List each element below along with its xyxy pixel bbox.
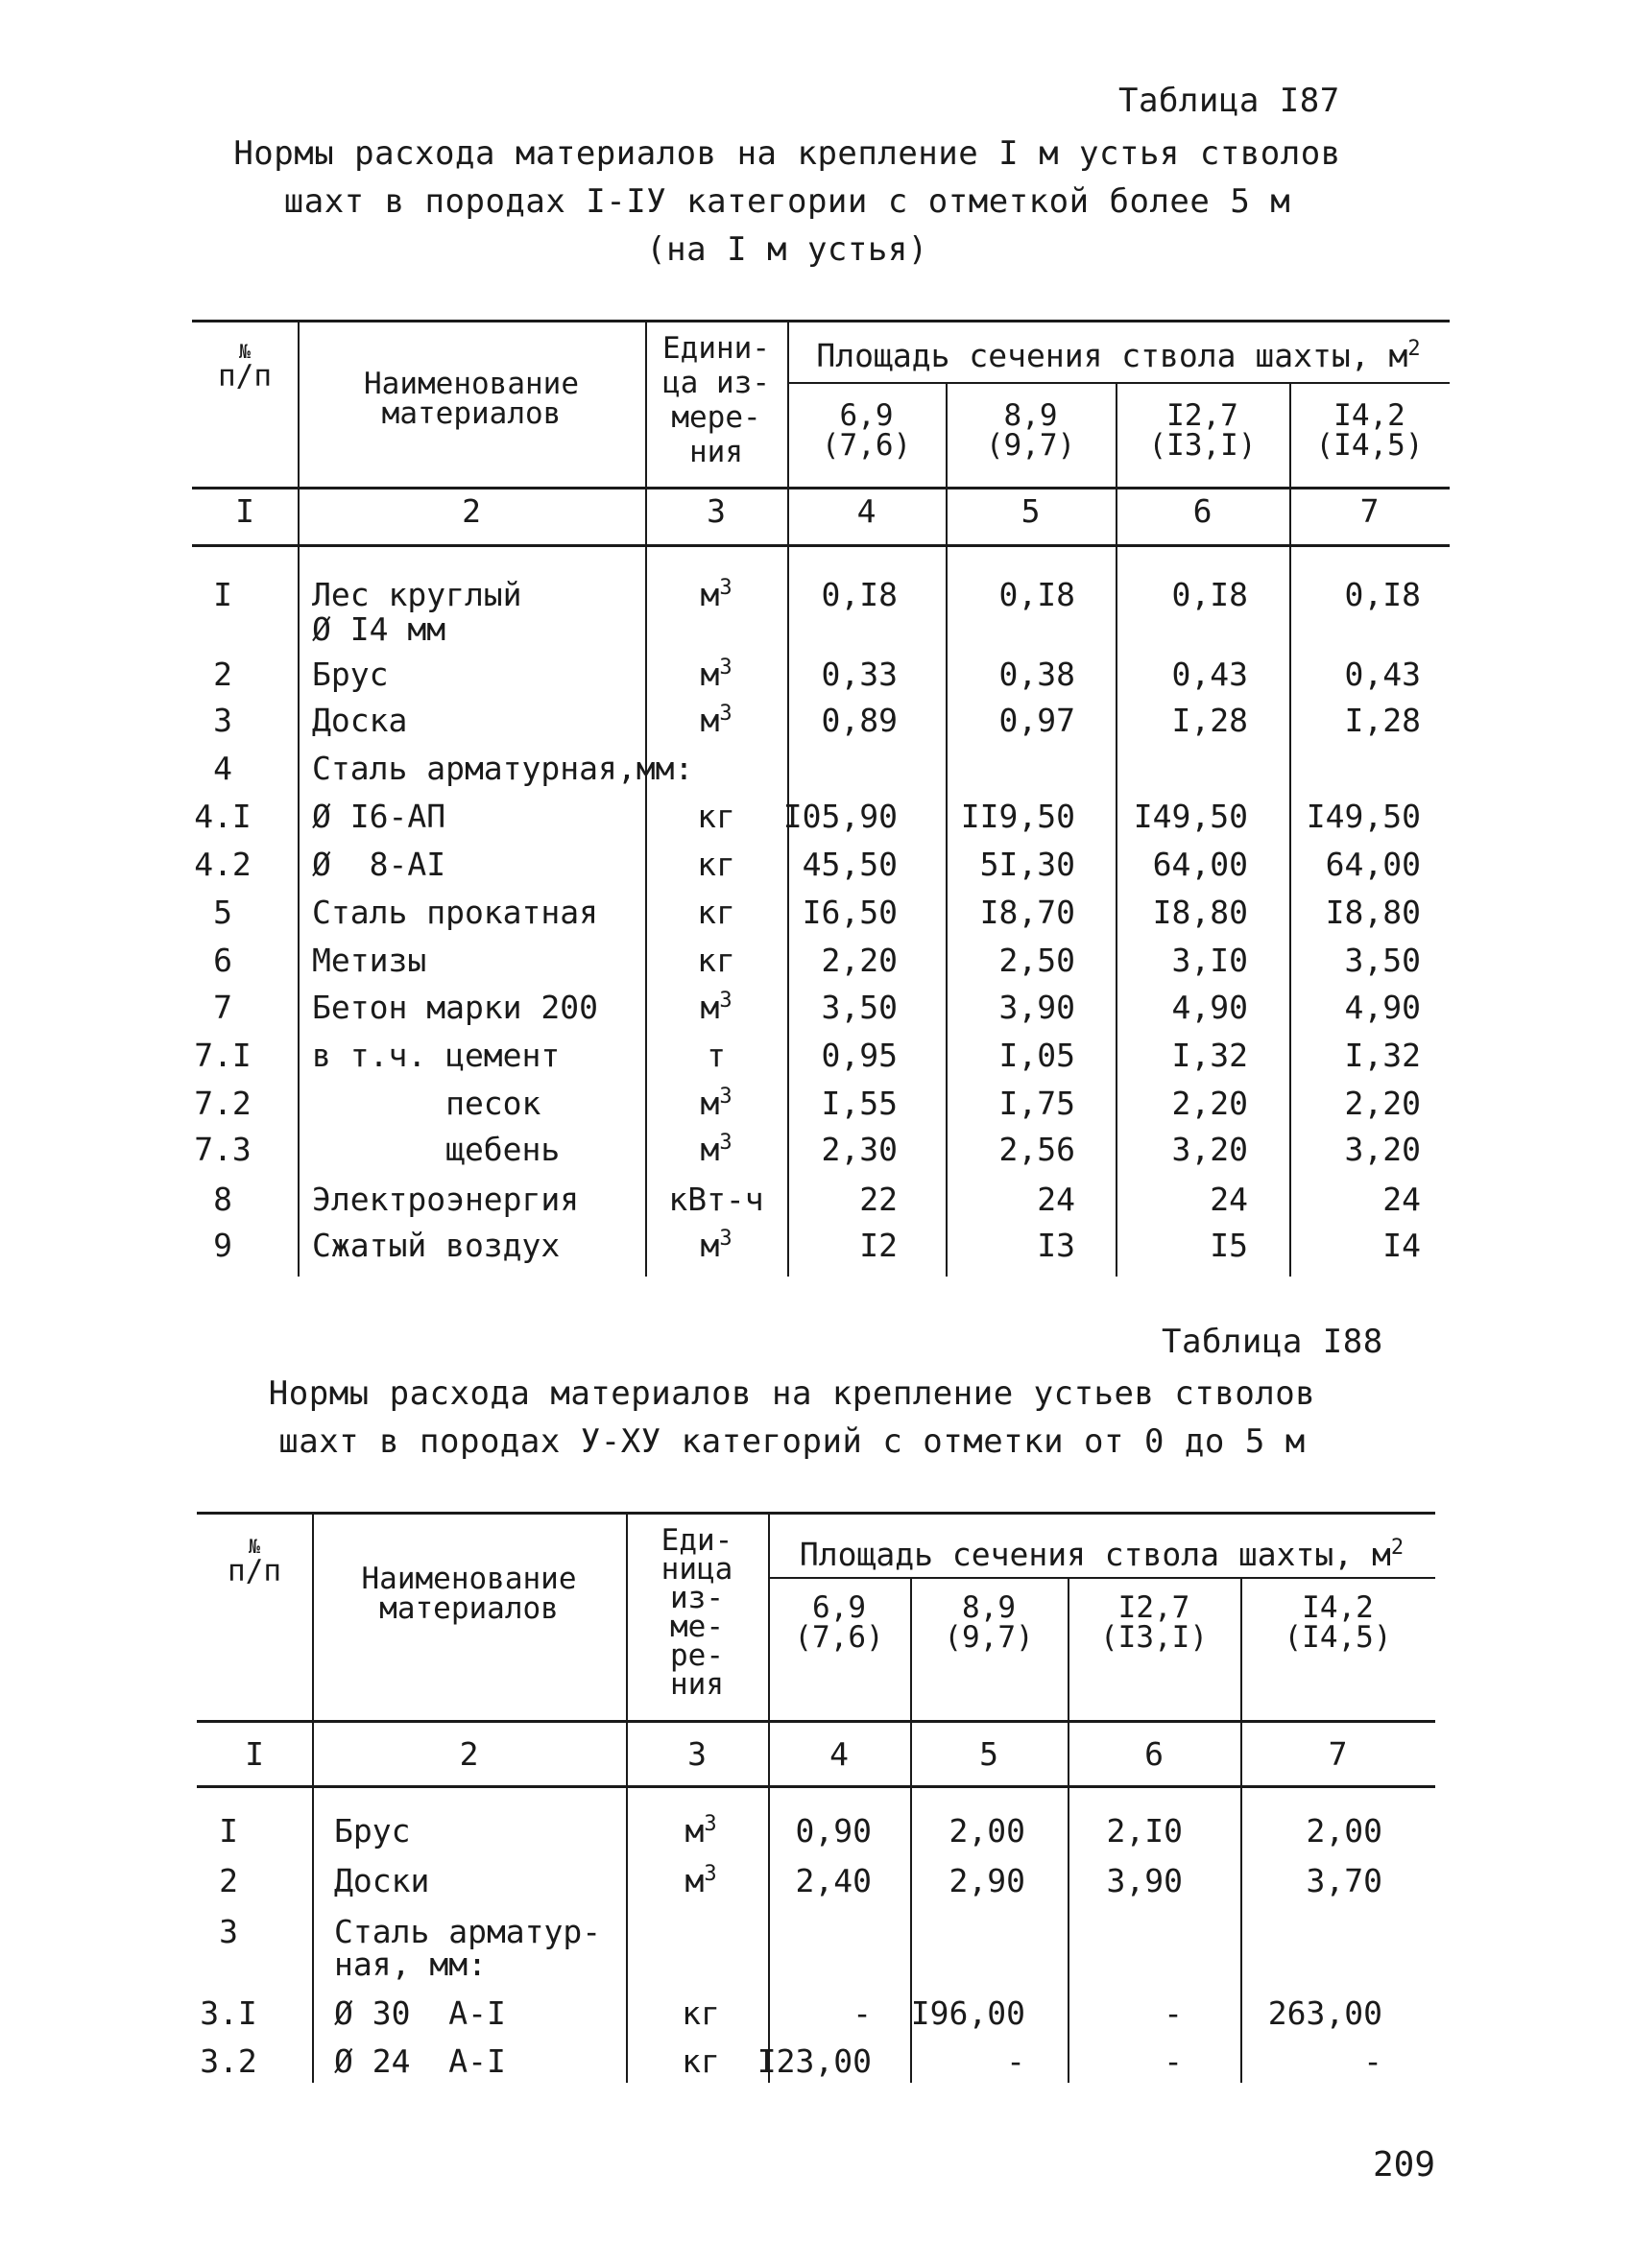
header-area-column <box>794 1590 884 1655</box>
header-area-column <box>821 398 912 463</box>
row-material-name: Ø 24 А-I <box>334 2042 506 2080</box>
header-unit-line: мере- <box>671 400 761 435</box>
row-value: 263,00 <box>1267 1994 1382 2032</box>
header-area-column-line: (I4,5) <box>1315 428 1424 463</box>
column-number: 7 <box>1328 1735 1348 1773</box>
header-unit-line: ме- <box>670 1610 724 1644</box>
row-value: 0,I8 <box>1344 576 1421 613</box>
header-unit <box>660 1523 733 1702</box>
row-value: 2,20 <box>1171 1085 1248 1122</box>
unit-label: т <box>707 1037 726 1074</box>
unit-label: кг <box>697 942 735 979</box>
unit-cell <box>700 1229 732 1263</box>
unit-label: м <box>700 1227 720 1264</box>
unit-cell <box>700 704 732 738</box>
row-value: 4,90 <box>1344 989 1421 1026</box>
header-area-column <box>985 398 1076 463</box>
unit-superscript: 3 <box>719 1131 732 1155</box>
column-divider <box>645 320 647 1277</box>
unit-label: кВт-ч <box>668 1181 764 1218</box>
unit-label: м <box>700 1085 720 1122</box>
unit-superscript: 3 <box>719 1227 732 1251</box>
row-number: 7 <box>213 989 232 1026</box>
page-number: 209 <box>1373 2145 1436 2184</box>
row-material-name: щебень <box>312 1131 561 1168</box>
unit-superscript: 3 <box>704 1862 717 1886</box>
header-material-name-line: Наименование <box>364 367 579 401</box>
row-number: 2 <box>219 1862 238 1899</box>
row-number: 5 <box>213 894 232 931</box>
header-unit-line: из- <box>670 1581 724 1615</box>
header-unit-line: ца из- <box>662 366 770 400</box>
row-material-name: в т.ч. цемент <box>312 1037 561 1074</box>
header-bottom-rule <box>192 487 1450 489</box>
unit-cell <box>697 848 735 882</box>
row-value: 3,I0 <box>1171 942 1248 979</box>
header-area-column <box>1315 398 1424 463</box>
header-area-column <box>1100 1590 1208 1655</box>
column-number: 3 <box>707 492 726 530</box>
row-value: I,55 <box>821 1085 898 1122</box>
row-number: 3 <box>219 1913 238 1950</box>
header-number-line: № <box>238 340 252 363</box>
column-number: 4 <box>856 492 877 530</box>
row-number: 3.I <box>200 1994 257 2032</box>
unit-cell <box>684 1814 716 1849</box>
row-value: 24 <box>1382 1181 1421 1218</box>
table-188-title <box>240 1370 1344 1466</box>
header-area-column-line: 6,9 <box>811 1590 866 1625</box>
table-top-rule <box>197 1512 1435 1515</box>
row-material-name: Ø 30 А-I <box>334 1994 506 2032</box>
column-divider <box>1240 1577 1242 2083</box>
row-value: 2,20 <box>821 942 898 979</box>
row-number: 4.I <box>194 798 252 835</box>
header-material-name-line: Наименование <box>361 1562 577 1596</box>
unit-label: м <box>700 576 720 613</box>
row-number: 7.3 <box>194 1131 252 1168</box>
row-material-name: Брус <box>312 656 389 693</box>
column-number: I <box>245 1735 264 1773</box>
row-value: II9,50 <box>960 798 1075 835</box>
header-number <box>228 1536 281 1587</box>
column-divider <box>298 320 300 1277</box>
header-area-column-line: I4,2 <box>1333 398 1405 433</box>
row-value: I3 <box>1037 1227 1075 1264</box>
row-material-name: Лес круглый <box>312 576 522 613</box>
row-value: 2,20 <box>1344 1085 1421 1122</box>
row-material-name: песок <box>312 1085 541 1122</box>
header-area-column-line: 8,9 <box>961 1590 1016 1625</box>
row-value: - <box>1363 2042 1382 2080</box>
row-value: 0,38 <box>998 656 1075 693</box>
column-number: 5 <box>1021 492 1041 530</box>
row-value: I8,70 <box>979 894 1075 931</box>
header-bottom-rule <box>197 1720 1435 1723</box>
row-number: 7.2 <box>194 1085 252 1122</box>
table-187-label: Таблица I87 <box>1118 82 1340 120</box>
row-material-name: Ø 8-АI <box>312 846 446 883</box>
column-divider <box>1068 1577 1069 2083</box>
unit-label: м <box>700 656 720 693</box>
unit-label: кг <box>682 1994 720 2032</box>
row-value: 2,90 <box>949 1862 1025 1899</box>
row-value: I8,80 <box>1152 894 1248 931</box>
row-value: 2,00 <box>1306 1812 1382 1850</box>
row-value: I,32 <box>1171 1037 1248 1074</box>
row-value: 4,90 <box>1171 989 1248 1026</box>
row-number: 4.2 <box>194 846 252 883</box>
row-value: 3,20 <box>1171 1131 1248 1168</box>
header-number-line: № <box>248 1535 261 1558</box>
header-area-column-line: 8,9 <box>1003 398 1058 433</box>
unit-cell <box>697 800 735 834</box>
row-value: 0,I8 <box>821 576 898 613</box>
row-number: 8 <box>213 1181 232 1218</box>
row-number: 4 <box>213 750 232 787</box>
row-value: 24 <box>1210 1181 1248 1218</box>
row-value: 22 <box>859 1181 898 1218</box>
table-188-title-line: Нормы расхода материалов на крепление устьев стволов <box>268 1374 1316 1413</box>
row-value: 5I,30 <box>979 846 1075 883</box>
unit-label: м <box>700 1131 720 1168</box>
unit-cell <box>700 657 732 692</box>
unit-superscript: 3 <box>704 1812 717 1836</box>
header-area-column-line: 6,9 <box>839 398 894 433</box>
row-material-name: Ø I6-АП <box>312 798 446 835</box>
row-value: 3,50 <box>821 989 898 1026</box>
header-area-superscript: 2 <box>1390 1536 1405 1560</box>
table-188-label: Таблица I88 <box>1162 1323 1383 1361</box>
unit-cell <box>682 1996 720 2031</box>
row-value: 45,50 <box>802 846 898 883</box>
unit-label: кг <box>697 894 735 931</box>
row-value: 3,20 <box>1344 1131 1421 1168</box>
header-unit-line: ница <box>660 1552 733 1587</box>
row-value: 0,43 <box>1171 656 1248 693</box>
row-value: I,28 <box>1344 702 1421 739</box>
row-value: I5 <box>1210 1227 1248 1264</box>
unit-label: м <box>700 989 720 1026</box>
row-value: 2,I0 <box>1106 1812 1183 1850</box>
header-area-superscript: 2 <box>1407 337 1421 361</box>
column-number: I <box>235 492 254 530</box>
unit-cell <box>684 1864 716 1898</box>
row-material-name: ная, мм: <box>334 1946 487 1983</box>
table-188-title-line: шахт в породах У-ХУ категорий с отметки от 0 до 5 м <box>278 1422 1306 1461</box>
unit-superscript: 3 <box>719 576 732 600</box>
unit-superscript: 3 <box>719 702 732 726</box>
row-value: I05,90 <box>782 798 898 835</box>
row-material-name: Сталь арматур- <box>334 1913 602 1950</box>
row-value: 3,50 <box>1344 942 1421 979</box>
row-value: 2,40 <box>795 1862 872 1899</box>
header-number-line: п/п <box>228 1554 281 1588</box>
header-material-name <box>362 1564 577 1624</box>
row-number: 7.I <box>194 1037 252 1074</box>
row-number: 3 <box>213 702 232 739</box>
unit-cell <box>697 895 735 930</box>
unit-cell <box>707 1039 726 1073</box>
header-number <box>218 341 272 392</box>
unit-label: кг <box>697 846 735 883</box>
row-value: I49,50 <box>1306 798 1421 835</box>
row-number: 9 <box>213 1227 232 1264</box>
column-divider <box>626 1512 628 2083</box>
header-unit-line: ре- <box>670 1638 724 1673</box>
header-unit-line: ния <box>688 435 743 469</box>
column-number: 6 <box>1192 492 1213 530</box>
column-number: 2 <box>462 492 481 530</box>
column-divider <box>1289 382 1291 1277</box>
table-187-title <box>221 130 1354 274</box>
table-187-title-line: (на I м устья) <box>646 230 928 269</box>
row-value: 2,00 <box>949 1812 1025 1850</box>
row-material-name: Сжатый воздух <box>312 1227 561 1264</box>
column-number-rule <box>192 544 1450 547</box>
header-number-line: п/п <box>218 359 272 394</box>
row-number: I <box>219 1812 238 1850</box>
row-value: 0,I8 <box>998 576 1075 613</box>
header-area-column <box>1148 398 1257 463</box>
header-area-column-line: (9,7) <box>944 1620 1034 1655</box>
header-area-column-line: (7,6) <box>794 1620 884 1655</box>
column-number: 5 <box>979 1735 998 1773</box>
table-top-rule <box>192 320 1450 322</box>
row-value: 64,00 <box>1152 846 1248 883</box>
row-value: 0,89 <box>821 702 898 739</box>
row-material-name: Метизы <box>312 942 427 979</box>
column-number: 3 <box>687 1735 707 1773</box>
header-area-text: Площадь сечения ствола шахты, м <box>816 337 1408 374</box>
header-area-column-line: (I3,I) <box>1148 428 1257 463</box>
header-area-column-line: (7,6) <box>821 428 912 463</box>
row-value: 2,56 <box>998 1131 1075 1168</box>
unit-label: м <box>684 1812 705 1850</box>
header-material-name-line: материалов <box>381 396 562 431</box>
row-material-name: Сталь арматурная,мм: <box>312 750 694 787</box>
header-area-column <box>1284 1590 1392 1655</box>
row-material-name: Сталь прокатная <box>312 894 599 931</box>
column-divider <box>1116 382 1117 1277</box>
header-area-column-line: I2,7 <box>1166 398 1238 433</box>
area-subheader-rule <box>787 382 1450 384</box>
header-material-name-line: материалов <box>379 1591 559 1626</box>
row-value: 2,50 <box>998 942 1075 979</box>
row-material-name: Доски <box>334 1862 430 1899</box>
row-value: 3,90 <box>1106 1862 1183 1899</box>
row-value: I,28 <box>1171 702 1248 739</box>
row-value: I,75 <box>998 1085 1075 1122</box>
header-area-column-line: (I4,5) <box>1284 1620 1392 1655</box>
header-unit-line: Еди- <box>660 1523 733 1558</box>
unit-cell <box>668 1182 763 1217</box>
unit-cell <box>697 943 735 978</box>
unit-label: м <box>684 1862 705 1899</box>
column-number-rule <box>197 1785 1435 1788</box>
row-value: 2,30 <box>821 1131 898 1168</box>
header-unit <box>662 331 770 469</box>
header-area-label <box>800 1538 1404 1572</box>
header-material-name <box>364 367 579 431</box>
column-divider <box>768 1512 770 2083</box>
row-value: - <box>1164 1994 1183 2032</box>
unit-superscript: 3 <box>719 656 732 680</box>
row-value: I4 <box>1382 1227 1421 1264</box>
row-value: 3,90 <box>998 989 1075 1026</box>
row-value: 0,95 <box>821 1037 898 1074</box>
header-area-column-line: (9,7) <box>985 428 1076 463</box>
row-material-name: Брус <box>334 1812 411 1850</box>
header-area-text: Площадь сечения ствола шахты, м <box>799 1536 1391 1573</box>
unit-label: кг <box>697 798 735 835</box>
row-value: I49,50 <box>1133 798 1248 835</box>
column-divider <box>946 382 948 1277</box>
row-value: 0,33 <box>821 656 898 693</box>
row-material-name: Электроэнергия <box>312 1181 580 1218</box>
column-number: 6 <box>1144 1735 1164 1773</box>
column-number: 2 <box>459 1735 479 1773</box>
row-value: 24 <box>1037 1181 1075 1218</box>
unit-cell <box>700 1086 732 1121</box>
column-number: 4 <box>829 1735 849 1773</box>
row-number: 2 <box>213 656 232 693</box>
header-unit-line: Едини- <box>662 331 770 366</box>
row-value: 64,00 <box>1325 846 1421 883</box>
header-area-column-line: (I3,I) <box>1100 1620 1208 1655</box>
row-number: I <box>213 576 232 613</box>
area-subheader-rule <box>768 1577 1435 1579</box>
row-value: I6,50 <box>802 894 898 931</box>
row-value: 0,43 <box>1344 656 1421 693</box>
row-value: I2 <box>859 1227 898 1264</box>
unit-superscript: 3 <box>719 989 732 1013</box>
row-value: I23,00 <box>756 2042 872 2080</box>
row-number: 3.2 <box>200 2042 257 2080</box>
row-value: I8,80 <box>1325 894 1421 931</box>
column-number: 7 <box>1359 492 1380 530</box>
row-value: - <box>853 1994 872 2032</box>
unit-cell <box>682 2044 720 2079</box>
unit-cell <box>700 1133 732 1167</box>
header-area-column <box>944 1590 1034 1655</box>
unit-cell <box>700 578 732 612</box>
row-value: I,05 <box>998 1037 1075 1074</box>
row-material-name: Бетон марки 200 <box>312 989 599 1026</box>
row-value: I96,00 <box>910 1994 1025 2032</box>
header-unit-line: ния <box>670 1667 724 1702</box>
unit-cell <box>700 991 732 1025</box>
row-value: 3,70 <box>1306 1862 1382 1899</box>
row-material-name: Доска <box>312 702 408 739</box>
row-value: - <box>1006 2042 1025 2080</box>
header-area-label <box>816 339 1420 373</box>
column-divider <box>312 1512 314 2083</box>
row-number: 6 <box>213 942 232 979</box>
row-value: 0,97 <box>998 702 1075 739</box>
unit-superscript: 3 <box>719 1085 732 1109</box>
row-value: 0,90 <box>795 1812 872 1850</box>
header-area-column-line: I4,2 <box>1302 1590 1374 1625</box>
header-area-column-line: I2,7 <box>1117 1590 1190 1625</box>
row-material-name: Ø I4 мм <box>312 610 446 648</box>
table-187-title-line: шахт в породах I-IУ категории с отметкой более 5 м <box>283 182 1291 221</box>
row-value: - <box>1164 2042 1183 2080</box>
table-187-title-line: Нормы расхода материалов на крепление I м устья стволов <box>233 134 1341 173</box>
row-value: 0,I8 <box>1171 576 1248 613</box>
unit-label: м <box>700 702 720 739</box>
unit-label: кг <box>682 2042 720 2080</box>
row-value: I,32 <box>1344 1037 1421 1074</box>
